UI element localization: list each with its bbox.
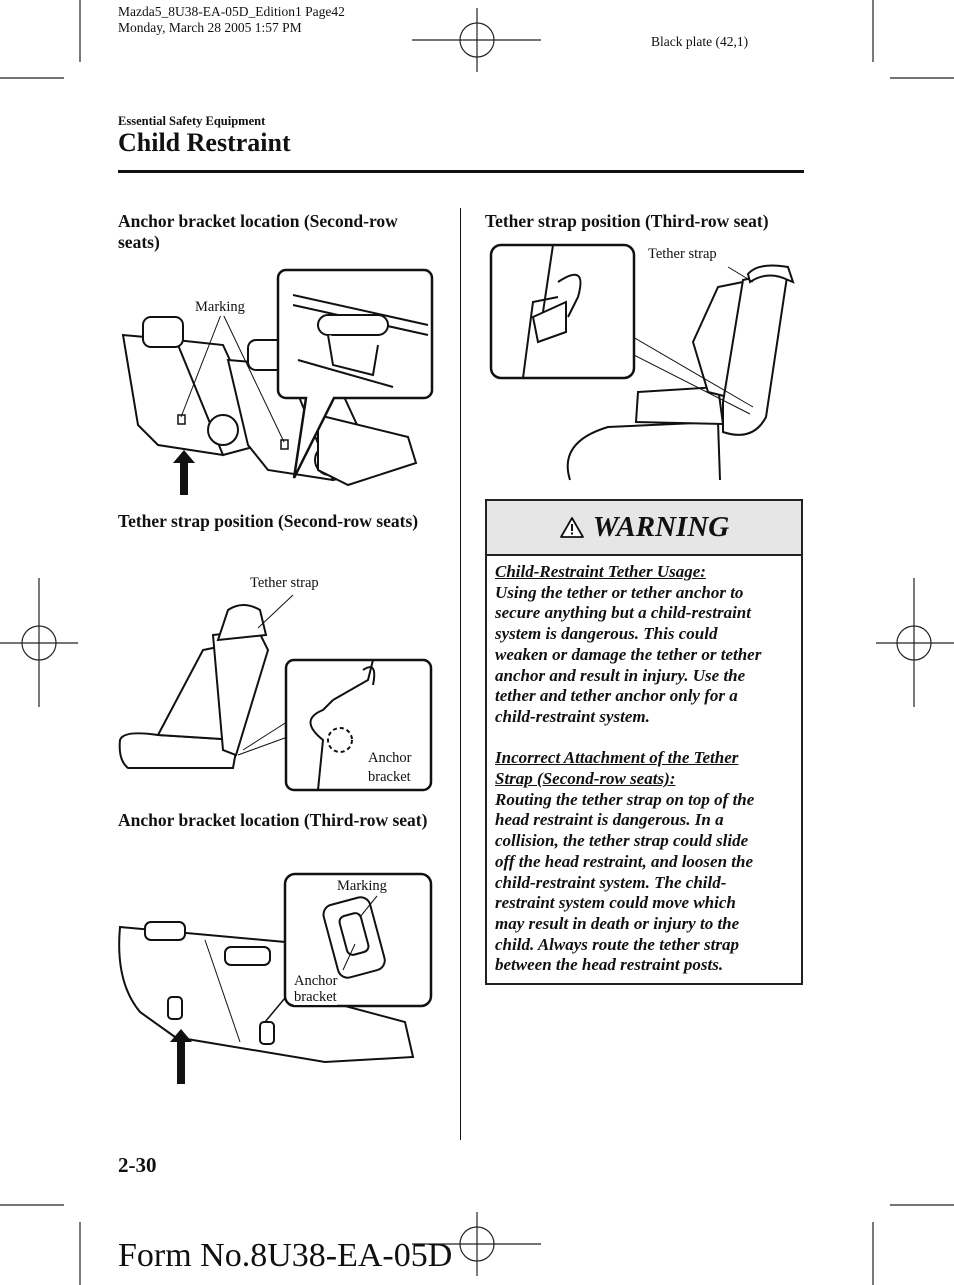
- warning-item-2-line: child-restraint system. The child-: [495, 872, 727, 892]
- warning-item-2-heading: Incorrect Attachment of the Tether: [495, 748, 739, 768]
- figure-2-label-anchor: Anchor: [368, 750, 412, 766]
- warning-item-1-line: secure anything but a child-restraint: [495, 603, 751, 623]
- warning-title: WARNING: [592, 511, 730, 543]
- warning-triangle-icon: [559, 516, 585, 539]
- warning-item-2-line: off the head restraint, and loosen the: [495, 851, 754, 871]
- warning-item-2-line: child. Always route the tether strap: [495, 934, 740, 954]
- warning-item-2-line: restraint system could move which: [495, 893, 736, 913]
- figure-2-caption: Tether strap position (Second-row seats): [118, 511, 419, 531]
- warning-item-2-line: head restraint is dangerous. In a: [495, 810, 724, 830]
- figure-4-caption: Tether strap position (Third-row seat): [485, 211, 769, 231]
- warning-header: [487, 501, 801, 556]
- warning-item-1-line: weaken or damage the tether or tether: [495, 644, 762, 664]
- figure-3-caption: Anchor bracket location (Third-row seat): [118, 810, 428, 830]
- figure-3-illustration: [115, 872, 435, 1084]
- section-label: Essential Safety Equipment: [118, 114, 266, 128]
- figure-4-label-tether-strap: Tether strap: [648, 246, 717, 262]
- figure-3-label-anchor: Anchor: [294, 973, 338, 989]
- figure-3-label-marking: Marking: [337, 878, 387, 894]
- column-divider: [460, 208, 461, 1140]
- print-file-line: Mazda5_8U38-EA-05D_Edition1 Page42: [118, 4, 345, 19]
- print-date-line: Monday, March 28 2005 1:57 PM: [118, 20, 302, 35]
- figure-1-label-marking: Marking: [195, 299, 245, 315]
- warning-item-2-line: between the head restraint posts.: [495, 955, 724, 975]
- warning-item-1-line: system is dangerous. This could: [495, 624, 718, 644]
- figure-1-caption: Anchor bracket location (Second-row seats): [118, 211, 398, 252]
- figure-2-label-tether-strap: Tether strap: [250, 575, 319, 591]
- warning-item-1-line: Using the tether or tether anchor to: [495, 582, 744, 602]
- warning-body: [487, 556, 801, 976]
- print-plate: Black plate (42,1): [651, 34, 749, 49]
- page-title: Child Restraint: [118, 128, 291, 157]
- title-rule: [118, 170, 804, 173]
- warning-item-1-line: child-restraint system.: [495, 706, 650, 726]
- figure-3-label-bracket: bracket: [294, 989, 337, 1005]
- warning-item-1-line: tether and tether anchor only for a: [495, 686, 738, 706]
- figure-1-illustration: [118, 265, 438, 497]
- page-number: 2-30: [118, 1153, 157, 1177]
- warning-item-2-line: Routing the tether strap on top of the: [495, 789, 755, 809]
- warning-item-2-heading: Strap (Second-row seats):: [495, 769, 676, 789]
- figure-2-label-bracket: bracket: [368, 769, 411, 785]
- warning-item-1-line: anchor and result in injury. Use the: [495, 665, 746, 685]
- warning-item-1-heading: Child-Restraint Tether Usage:: [495, 562, 706, 581]
- form-number: Form No.8U38-EA-05D: [118, 1237, 453, 1274]
- warning-box: [485, 499, 803, 985]
- warning-item-2-line: may result in death or injury to the: [495, 913, 740, 933]
- figure-4-illustration: [488, 242, 803, 482]
- warning-item-2-line: collision, the tether strap could slide: [495, 831, 749, 851]
